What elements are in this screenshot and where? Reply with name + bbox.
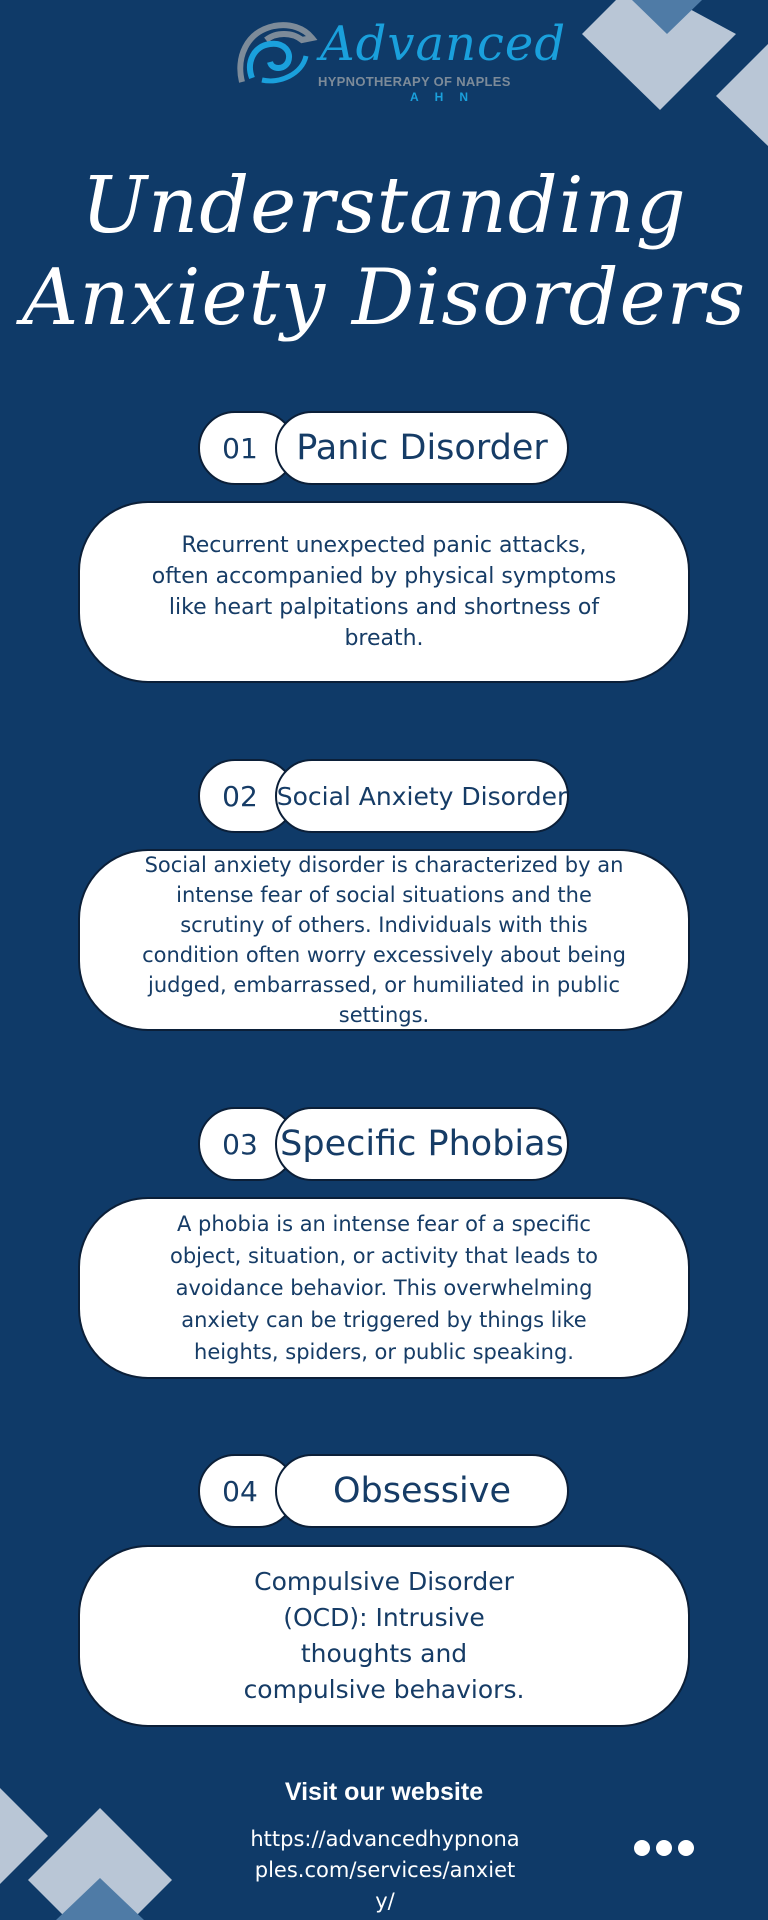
swirl-head-icon bbox=[232, 18, 328, 90]
section-heading-social-anxiety-disorder: Social Anxiety Disorder bbox=[275, 759, 569, 833]
company-logo bbox=[232, 16, 567, 104]
section-heading-obsessive: Obsessive bbox=[275, 1454, 569, 1528]
section-description: Recurrent unexpected panic attacks, often accompanied by physical symptoms like heart palpitations and shortness of breath. bbox=[151, 533, 617, 651]
page-title bbox=[0, 160, 768, 344]
section-description: Compulsive Disorder (OCD): Intrusive thoughts and compulsive behaviors. bbox=[243, 1567, 525, 1704]
section-card-specific-phobias bbox=[78, 1197, 690, 1379]
section-number-03: 03 bbox=[198, 1107, 296, 1181]
section-description: Social anxiety disorder is characterized by an intense fear of social situations and the scrutiny of others. Individuals with this condition often worry excessively about being judged, embarrassed, or humiliated in public settings. bbox=[142, 853, 626, 1027]
logo-wordmark: Advanced bbox=[320, 16, 567, 72]
dot-shape bbox=[656, 1840, 672, 1856]
dot-shape bbox=[678, 1840, 694, 1856]
section-description: A phobia is an intense fear of a specific object, situation, or activity that leads to avoidance behavior. This overwhelming anxiety can be triggered by things like heights, spiders, or public speaking. bbox=[169, 1212, 599, 1364]
logo-subtitle: HYPNOTHERAPY OF NAPLES bbox=[318, 74, 511, 89]
more-dots-icon bbox=[634, 1840, 694, 1860]
page-title-line-2: Anxiety Disorders bbox=[21, 253, 747, 343]
decorative-shapes-top-right bbox=[560, 0, 768, 150]
logo-abbreviation: AHN bbox=[410, 90, 484, 104]
section-number-04: 04 bbox=[198, 1454, 296, 1528]
section-number-02: 02 bbox=[198, 759, 296, 833]
page-title-line-1: Understanding bbox=[81, 161, 687, 251]
section-number-01: 01 bbox=[198, 411, 296, 485]
section-card-obsessive bbox=[78, 1545, 690, 1727]
section-heading-specific-phobias: Specific Phobias bbox=[275, 1107, 569, 1181]
dot-shape bbox=[634, 1840, 650, 1856]
section-card-social-anxiety-disorder bbox=[78, 849, 690, 1031]
footer-heading: Visit our website bbox=[284, 1778, 484, 1806]
section-card-panic-disorder bbox=[78, 501, 690, 683]
website-link[interactable]: https://advancedhypnonaples.com/services/anxiety/ bbox=[250, 1827, 520, 1913]
section-heading-panic-disorder: Panic Disorder bbox=[275, 411, 569, 485]
